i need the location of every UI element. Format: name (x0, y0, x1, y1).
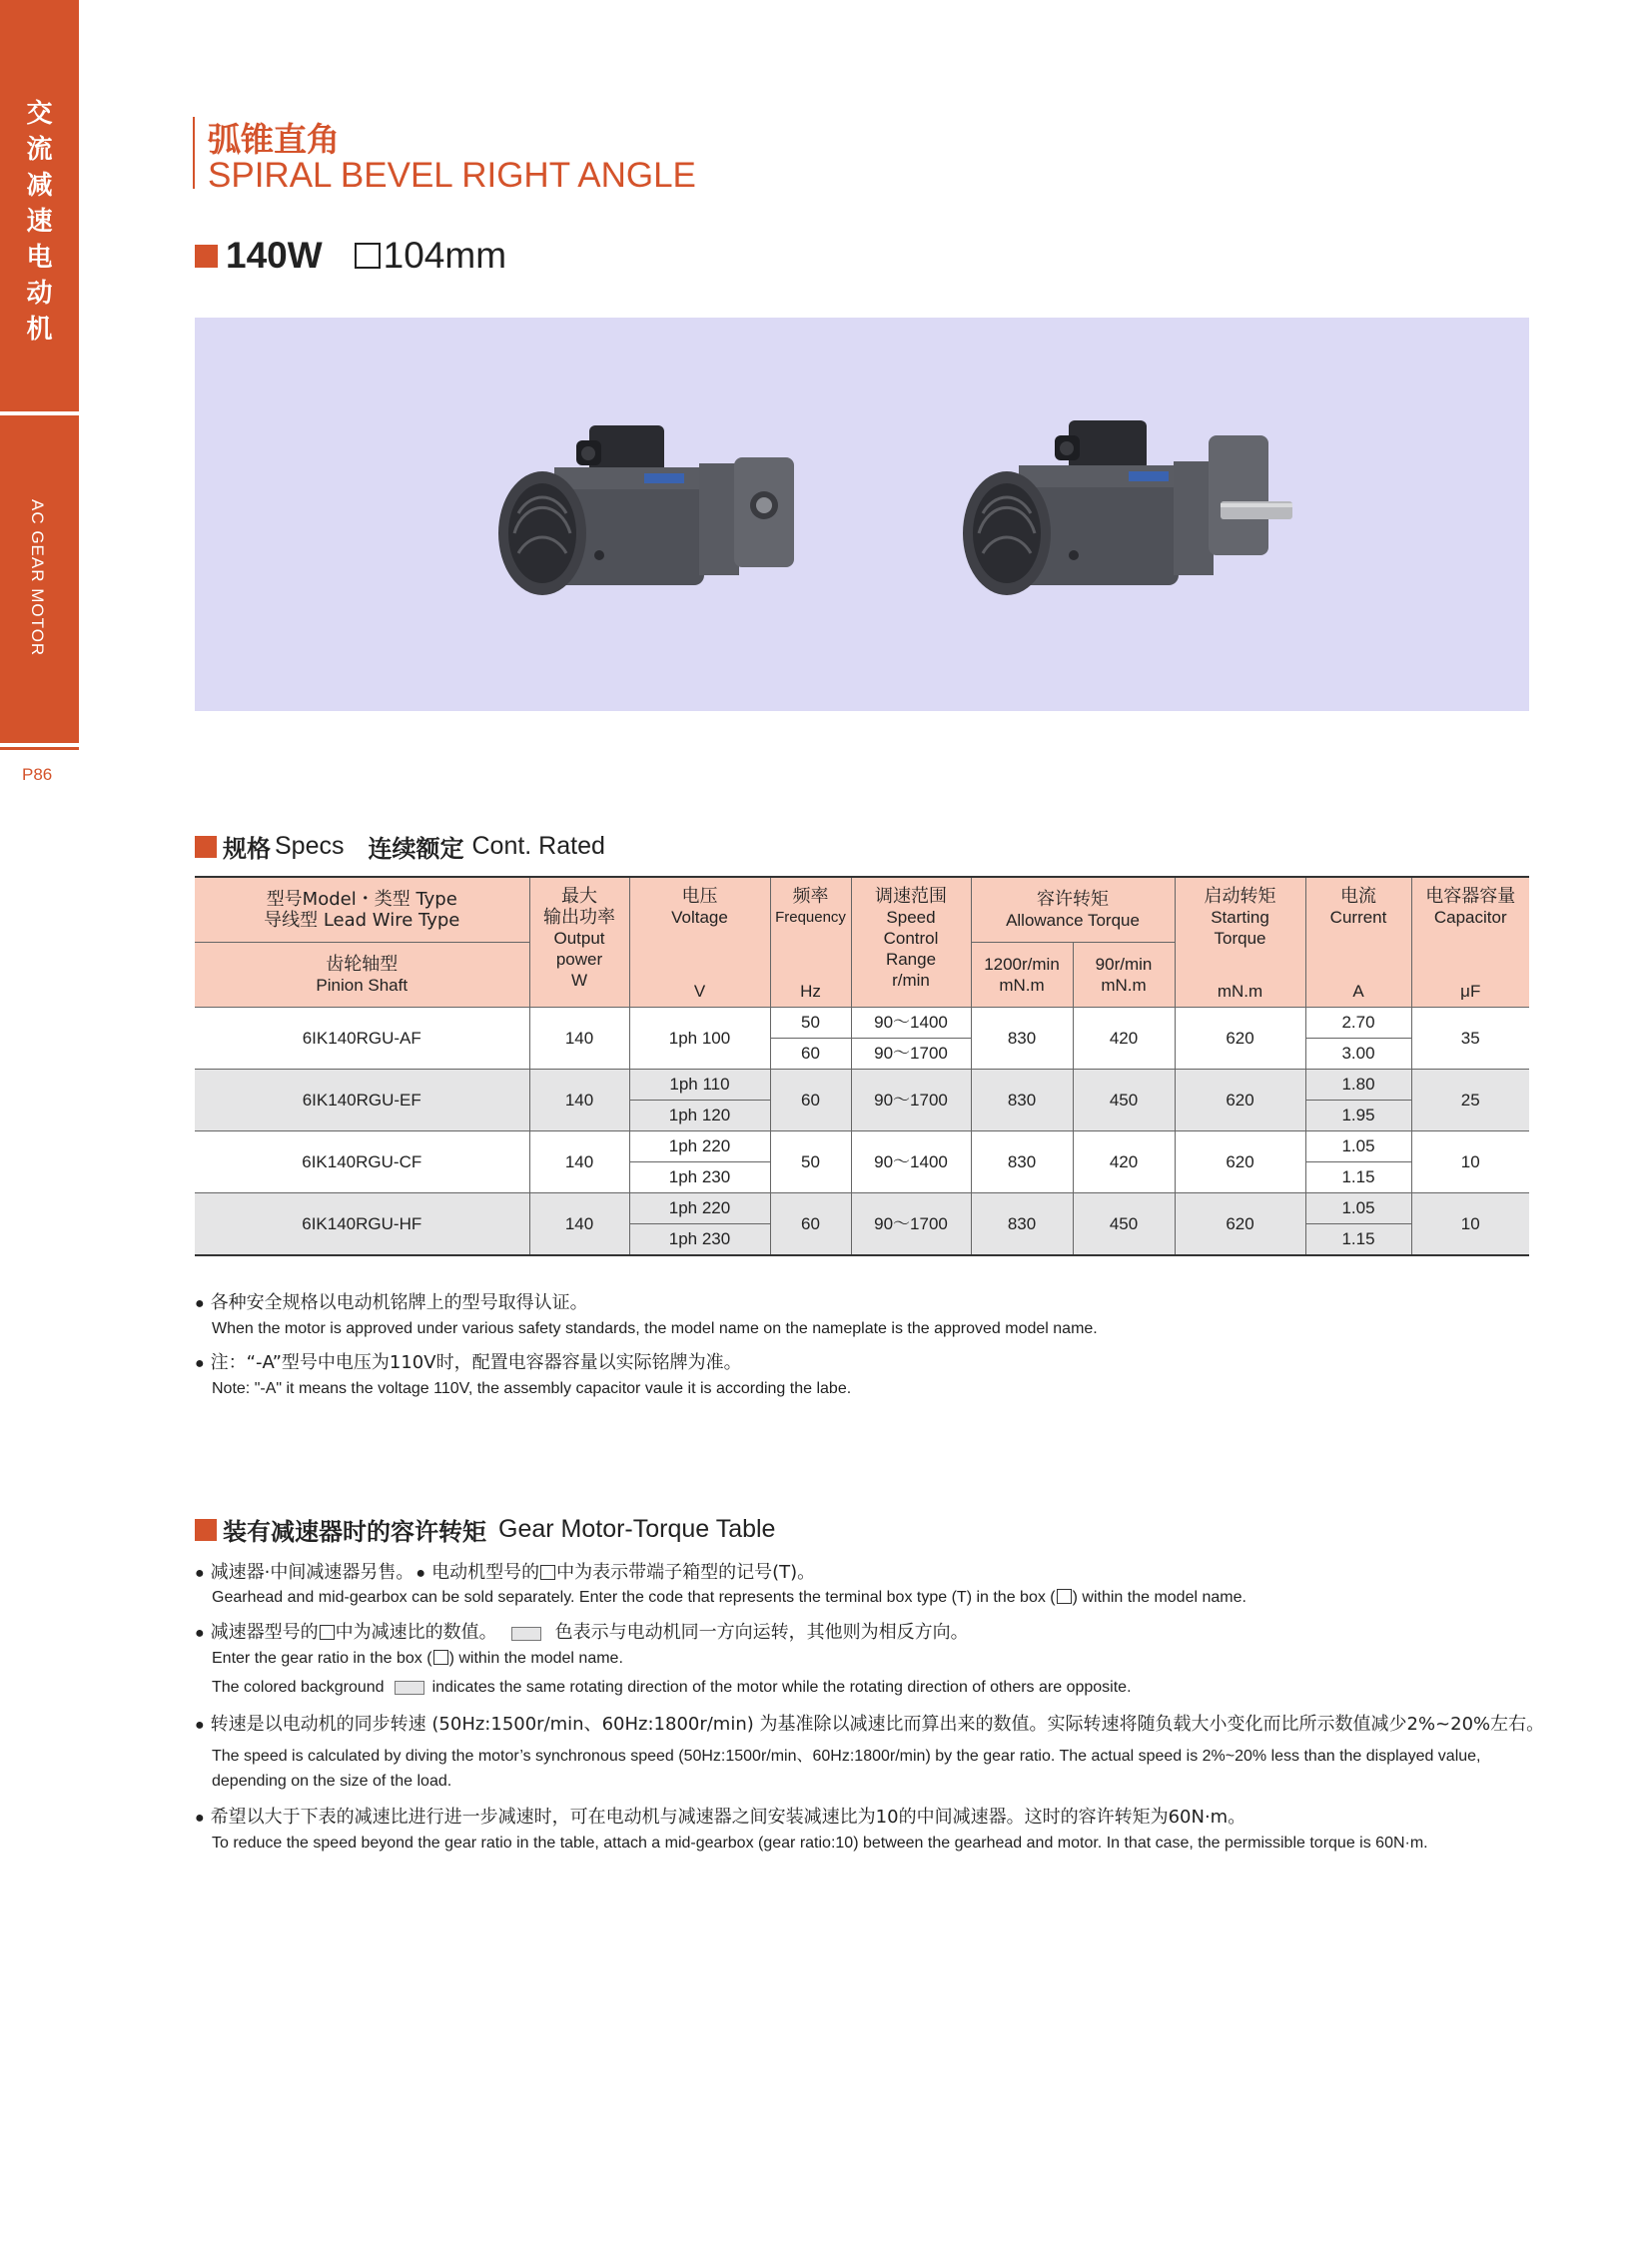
sidebar-bottom (0, 415, 79, 743)
gear-note-1-en: Gearhead and mid-gearbox can be sold separately. Enter the code that represents the terminal box type (T) in the box ( ) within the model name. (212, 1589, 1246, 1606)
gear-note-2-en-2: The colored background indicates the same rotating direction of the motor while the rotating direction of others are opposite. (212, 1679, 1132, 1696)
cell-starting-torque: 620 (1175, 1069, 1305, 1130)
gear-note-4-en: To reduce the speed beyond the gear ratio in the table, attach a mid-gearbox (gear ratio:10) between the gearhead and motor. In that case, the permissible torque is 60N·m. (212, 1835, 1428, 1852)
spec-table (195, 876, 1529, 1256)
specs-heading (195, 829, 605, 864)
cell-torque-90: 450 (1073, 1192, 1175, 1255)
header-model: 型号Model・类型 Type 导线型 Lead Wire Type (195, 877, 529, 942)
sidebar-title-zh (0, 96, 79, 348)
page-title-zh: 弧锥直角 (208, 120, 340, 159)
sidebar-char: 电 (26, 243, 53, 273)
box-icon (1057, 1589, 1072, 1604)
cell-model: 6IK140RGU-HF (195, 1192, 529, 1255)
gear-note-1-zh: ● 减速器·中间减速器另售。 ● 电动机型号的 中为表示带端子箱型的记号(T)。 (195, 1562, 816, 1583)
note-2-en: Note: "-A" it means the voltage 110V, the assembly capacitor vaule it is according the labe. (212, 1380, 852, 1397)
cell-voltage: 1ph 220 (629, 1130, 770, 1161)
cell-current: 1.05 (1305, 1130, 1411, 1161)
cell-speed: 90～1700 (851, 1192, 971, 1255)
cell-power: 140 (529, 1069, 629, 1130)
header-frequency: 频率 Frequency Hz (770, 877, 851, 1007)
gear-note-3-zh: ● 转速是以电动机的同步转速 (50Hz:1500r/min、60Hz:1800r/min) 为基准除以减速比而算出来的数值。实际转速将随负载大小变化而比所示数值减少2%~20%左右。 (195, 1714, 1545, 1735)
cell-current: 1.80 (1305, 1069, 1411, 1100)
note-1-zh: ● 各种安全规格以电动机铭牌上的型号取得认证。 (195, 1292, 588, 1313)
cell-current: 2.70 (1305, 1007, 1411, 1038)
cell-current: 1.15 (1305, 1161, 1411, 1192)
cell-speed: 90～1400 (851, 1130, 971, 1192)
gear-note-3-en-2: depending on the size of the load. (212, 1773, 452, 1790)
specs-zh: 规格 (223, 835, 271, 863)
cell-torque-1200: 830 (971, 1192, 1073, 1255)
header-starting-torque: 启动转矩 Starting Torque mN.m (1175, 877, 1305, 1007)
cell-current: 1.05 (1305, 1192, 1411, 1223)
power-watt: 140W (226, 235, 323, 276)
cell-power: 140 (529, 1130, 629, 1192)
table-row (195, 1007, 1529, 1038)
cell-power: 140 (529, 1007, 629, 1069)
sidebar-char: 减 (26, 171, 53, 201)
cell-torque-90: 420 (1073, 1130, 1175, 1192)
sidebar-underline (0, 747, 79, 750)
filled-square-icon (195, 836, 217, 858)
cell-torque-90: 450 (1073, 1069, 1175, 1130)
cell-current: 1.15 (1305, 1223, 1411, 1255)
sidebar-char: 交 (26, 99, 53, 129)
cell-torque-1200: 830 (971, 1069, 1073, 1130)
sidebar-char: 动 (26, 279, 53, 309)
cell-power: 140 (529, 1192, 629, 1255)
gear-torque-heading (195, 1512, 775, 1547)
empty-square-icon (355, 243, 381, 269)
cell-starting-torque: 620 (1175, 1130, 1305, 1192)
filled-square-icon (195, 245, 218, 268)
sidebar-top (0, 0, 79, 411)
box-icon (540, 1565, 555, 1580)
cell-model: 6IK140RGU-CF (195, 1130, 529, 1192)
cell-model: 6IK140RGU-AF (195, 1007, 529, 1069)
header-capacitor: 电容器容量 Capacitor μF (1411, 877, 1529, 1007)
header-torque: 容许转矩 Allowance Torque (971, 877, 1175, 942)
header-power: 最大 输出功率 Output power W (529, 877, 629, 1007)
cell-voltage: 1ph 120 (629, 1100, 770, 1130)
filled-square-icon (195, 1519, 217, 1541)
cell-frequency: 50 (770, 1007, 851, 1038)
gear-heading-en: Gear Motor-Torque Table (498, 1515, 776, 1543)
cell-torque-90: 420 (1073, 1007, 1175, 1069)
specs-en: Specs (275, 832, 345, 860)
box-icon (320, 1625, 335, 1640)
title-accent-bar (193, 117, 195, 189)
cell-voltage: 1ph 110 (629, 1069, 770, 1100)
page-number: P86 (22, 765, 53, 784)
note-2-zh: ● 注：“-A”型号中电压为110V时，配置电容器容量以实际铭牌为准。 (195, 1352, 742, 1373)
cell-starting-torque: 620 (1175, 1007, 1305, 1069)
header-torque-1200: 1200r/min mN.m (971, 942, 1073, 1007)
sidebar-char: 流 (26, 135, 53, 165)
gear-note-2-en-1: Enter the gear ratio in the box ( ) within the model name. (212, 1650, 623, 1667)
cell-current: 1.95 (1305, 1100, 1411, 1130)
cell-frequency: 50 (770, 1130, 851, 1192)
cell-torque-1200: 830 (971, 1007, 1073, 1069)
gear-heading-zh: 装有减速器时的容许转矩 (223, 1518, 486, 1546)
sidebar-char: 速 (26, 207, 53, 237)
cell-voltage: 1ph 230 (629, 1223, 770, 1255)
page-title-en: SPIRAL BEVEL RIGHT ANGLE (208, 156, 696, 195)
header-voltage: 电压 Voltage V (629, 877, 770, 1007)
cell-frequency: 60 (770, 1038, 851, 1069)
cont-rated-en: Cont. Rated (471, 832, 605, 860)
cell-voltage: 1ph 220 (629, 1192, 770, 1223)
sidebar-title-en: AC GEAR MOTOR (28, 499, 47, 657)
cell-capacitor: 10 (1411, 1130, 1529, 1192)
power-heading (195, 234, 506, 278)
cell-capacitor: 10 (1411, 1192, 1529, 1255)
motor-image-right (959, 405, 1298, 625)
gear-note-4-zh: ● 希望以大于下表的减速比进行进一步减速时，可在电动机与减速器之间安装减速比为10的中间减速器。这时的容许转矩为60N·m。 (195, 1807, 1246, 1828)
table-row (195, 1130, 1529, 1161)
cell-torque-1200: 830 (971, 1130, 1073, 1192)
cell-voltage: 1ph 230 (629, 1161, 770, 1192)
header-current: 电流 Current A (1305, 877, 1411, 1007)
header-torque-90: 90r/min mN.m (1073, 942, 1175, 1007)
header-pinion: 齿轮轴型 Pinion Shaft (195, 942, 529, 1007)
cell-starting-torque: 620 (1175, 1192, 1305, 1255)
cell-frequency: 60 (770, 1069, 851, 1130)
product-photo (195, 318, 1529, 711)
cell-speed: 90～1700 (851, 1069, 971, 1130)
box-icon (433, 1650, 448, 1665)
note-1-en: When the motor is approved under various safety standards, the model name on the nameplate is the approved model name. (212, 1320, 1098, 1337)
frame-size: 104mm (383, 235, 507, 276)
sidebar-char: 机 (26, 315, 53, 345)
table-row (195, 1069, 1529, 1100)
cell-speed: 90～1400 (851, 1007, 971, 1038)
motor-image-left (494, 405, 804, 625)
cell-current: 3.00 (1305, 1038, 1411, 1069)
shaded-swatch-icon (395, 1681, 424, 1695)
cell-speed: 90～1700 (851, 1038, 971, 1069)
gear-note-2-zh: ● 减速器型号的 中为减速比的数值。 色表示与电动机同一方向运转，其他则为相反方向。 (195, 1622, 969, 1643)
cont-rated-zh: 连续额定 (368, 835, 464, 863)
cell-model: 6IK140RGU-EF (195, 1069, 529, 1130)
header-speed: 调速范围 Speed Control Range r/min (851, 877, 971, 1007)
table-row (195, 1192, 1529, 1223)
gear-note-3-en-1: The speed is calculated by diving the motor’s synchronous speed (50Hz:1500r/min、60Hz:1800r/min) by the gear ratio. The actual speed is 2%~20% less than the displayed value, (212, 1748, 1481, 1765)
cell-capacitor: 35 (1411, 1007, 1529, 1069)
shaded-swatch-icon (511, 1627, 541, 1641)
cell-voltage: 1ph 100 (629, 1007, 770, 1069)
cell-frequency: 60 (770, 1192, 851, 1255)
cell-capacitor: 25 (1411, 1069, 1529, 1130)
